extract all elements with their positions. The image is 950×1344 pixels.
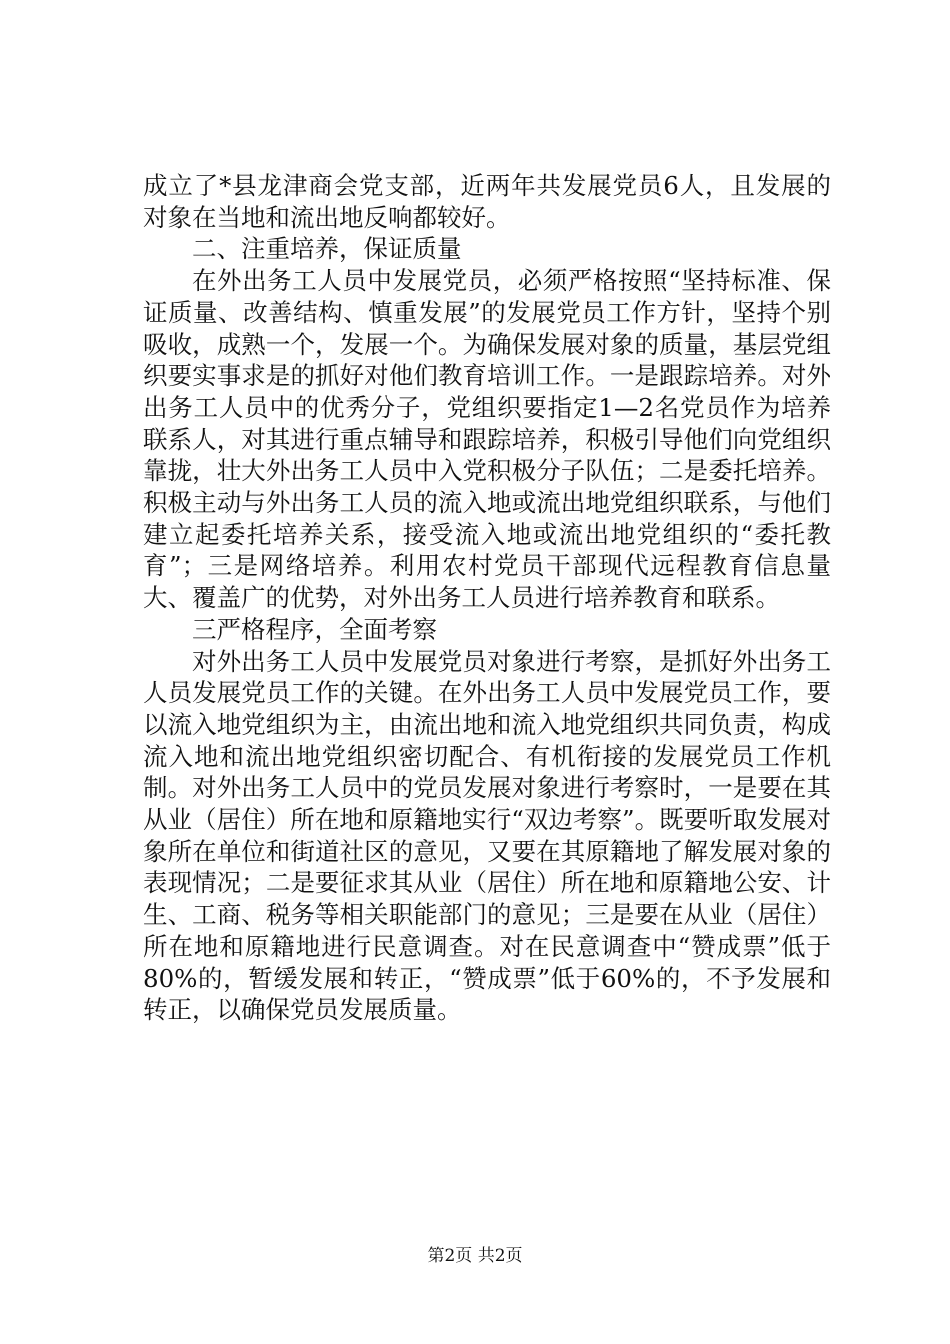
paragraph-continuation: 成立了*县龙津商会党支部，近两年共发展党员6人，且发展的对象在当地和流出地反响都较好。 — [143, 171, 831, 232]
paragraph-training: 在外出务工人员中发展党员，必须严格按照“坚持标准、保证质量、改善结构、慎重发展”的发展党员工作方针，坚持个别吸收，成熟一个，发展一个。为确保发展对象的质量，基层党组织要实事求是的抓好对他们教育培训工作。一是跟踪培养。对外出务工人员中的优秀分子，党组织要指定1—2名党员作为培养联系人，对其进行重点辅导和跟踪培养，积极引导他们向党组织靠拢，壮大外出务工人员中入党积极分子队伍；二是委托培养。积极主动与外出务工人员的流入地或流出地党组织联系，与他们建立起委托培养关系，接受流入地或流出地党组织的“委托教育”；三是网络培养。利用农村党员干部现代远程教育信息量大、覆盖广的优势，对外出务工人员进行培养教育和联系。 — [143, 266, 831, 613]
section-heading-2: 二、注重培养，保证质量 — [192, 234, 462, 264]
section-heading-3: 三严格程序，全面考察 — [192, 614, 437, 644]
paragraph-inspection: 对外出务工人员中发展党员对象进行考察，是抓好外出务工人员发展党员工作的关键。在外出务工人员中发展党员工作，要以流入地党组织为主，由流出地和流入地党组织共同负责，构成流入地和流出地党组织密切配合、有机衔接的发展党员工作机制。对外出务工人员中的党员发展对象进行考察时，一是要在其从业（居住）所在地和原籍地实行“双边考察”。既要听取发展对象所在单位和街道社区的意见，又要在其原籍地了解发展对象的表现情况；二是要征求其从业（居住）所在地和原籍地公安、计生、工商、税务等相关职能部门的意见；三是要在从业（居住）所在地和原籍地进行民意调查。对在民意调查中“赞成票”低于80%的，暂缓发展和转正，“赞成票”低于60%的，不予发展和转正，以确保党员发展质量。 — [143, 646, 831, 1025]
document-body — [143, 170, 831, 1026]
page-footer: 第2页 共2页 — [427, 1246, 523, 1266]
